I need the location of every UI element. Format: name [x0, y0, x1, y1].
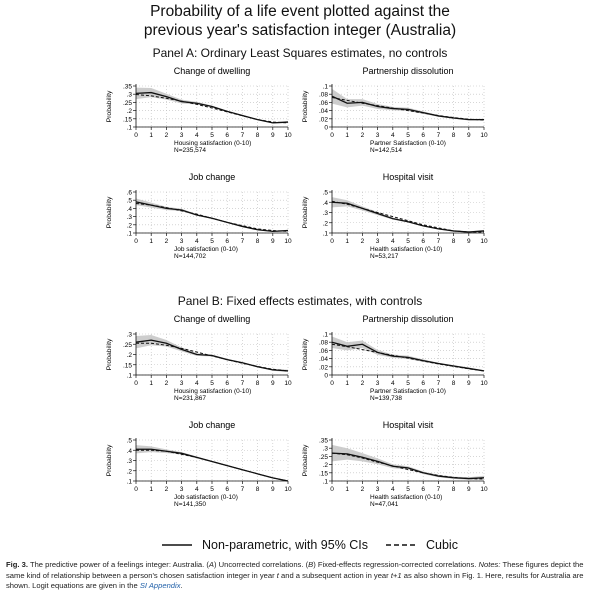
- x-tick-label: 7: [240, 486, 245, 493]
- confidence-band: [332, 445, 484, 480]
- x-tick-label: 9: [270, 132, 275, 139]
- y-tick-label: .04: [318, 356, 328, 364]
- x-tick-label: 0: [330, 380, 334, 387]
- y-tick-label: .02: [318, 364, 328, 372]
- x-tick-label: 0: [330, 238, 334, 245]
- y-tick-label: 0: [324, 124, 328, 132]
- x-axis-label: Health satisfaction (0-10): [370, 494, 443, 501]
- y-axis-label: Probability: [302, 444, 309, 477]
- y-tick-label: .08: [318, 91, 328, 99]
- chart-title: Partnership dissolution: [362, 66, 454, 76]
- y-tick-label: .06: [318, 347, 328, 355]
- y-axis-label: Probability: [302, 338, 309, 371]
- x-tick-label: 8: [451, 132, 456, 139]
- x-tick-label: 0: [134, 238, 138, 245]
- x-tick-label: 9: [270, 486, 275, 493]
- x-tick-label: 7: [240, 132, 245, 139]
- caption-a: A: [208, 560, 214, 569]
- caption-text: These figures depict the same kind of relationship between a person's chosen satisfaction integer in year: [6, 560, 584, 580]
- y-tick-label: .3: [126, 91, 132, 99]
- sample-size-label: N=47,041: [370, 501, 399, 508]
- chart-panel-a-hospital-visit: [294, 170, 504, 270]
- x-axis-label: Health satisfaction (0-10): [370, 246, 443, 253]
- y-tick-label: .25: [122, 99, 132, 107]
- confidence-band: [136, 199, 288, 232]
- chart-panel-b-hospital-visit: [294, 418, 504, 518]
- y-tick-label: .6: [126, 189, 132, 197]
- x-tick-label: 9: [270, 238, 275, 245]
- x-tick-label: 9: [466, 132, 471, 139]
- y-tick-label: .3: [322, 445, 328, 453]
- confidence-band: [136, 88, 288, 124]
- y-tick-label: .15: [318, 470, 328, 478]
- sample-size-label: N=231,867: [174, 395, 206, 402]
- y-tick-label: .4: [322, 199, 328, 207]
- x-tick-label: 8: [255, 486, 260, 493]
- x-tick-label: 10: [284, 238, 292, 245]
- x-tick-label: 5: [210, 486, 214, 493]
- y-tick-label: .3: [126, 214, 132, 222]
- figure-title-line2: previous year's satisfaction integer (Australia): [143, 22, 457, 39]
- chart-panel-a-job-change: [98, 170, 308, 270]
- x-axis-label: Housing satisfaction (0-10): [174, 140, 252, 147]
- x-tick-label: 4: [390, 238, 395, 245]
- figure-caption: [6, 560, 596, 592]
- y-axis-label: Probability: [302, 90, 309, 123]
- caption-text: ) Fixed-effects regression-corrected correlations.: [313, 560, 477, 569]
- caption-text: .: [180, 581, 183, 590]
- x-axis-label: Partner Satisfaction (0-10): [370, 140, 446, 147]
- y-tick-label: .1: [126, 372, 132, 380]
- y-axis-label: Probability: [106, 196, 113, 229]
- x-tick-label: 8: [451, 380, 456, 387]
- y-tick-label: .2: [322, 462, 328, 470]
- x-tick-label: 0: [134, 132, 138, 139]
- x-tick-label: 4: [390, 380, 395, 387]
- x-tick-label: 6: [421, 238, 426, 245]
- x-tick-label: 1: [149, 238, 154, 245]
- x-tick-label: 2: [164, 132, 169, 139]
- y-tick-label: .2: [322, 220, 328, 228]
- x-tick-label: 2: [360, 132, 365, 139]
- legend-item-cubic: [386, 538, 458, 552]
- x-tick-label: 4: [390, 132, 395, 139]
- y-tick-label: .5: [126, 437, 132, 445]
- y-tick-label: .3: [126, 458, 132, 465]
- legend-dashed-line-icon: [386, 542, 416, 548]
- y-tick-label: .2: [126, 108, 132, 116]
- x-tick-label: 1: [345, 238, 350, 245]
- chart-panel-a-change-of-dwelling: [98, 64, 308, 164]
- x-axis-label: Partner Satisfaction (0-10): [370, 388, 446, 395]
- x-tick-label: 1: [345, 132, 350, 139]
- x-tick-label: 3: [179, 486, 184, 493]
- y-tick-label: .3: [126, 331, 132, 339]
- y-tick-label: .1: [126, 124, 132, 132]
- x-tick-label: 3: [179, 238, 184, 245]
- y-tick-label: .08: [318, 339, 328, 347]
- legend-item-nonparametric: [162, 538, 368, 552]
- sample-size-label: N=139,738: [370, 395, 402, 402]
- x-tick-label: 2: [164, 238, 169, 245]
- series-line-cubic: [136, 343, 288, 371]
- caption-fig-label: Fig. 3.: [6, 560, 28, 569]
- x-tick-label: 6: [421, 486, 426, 493]
- sample-size-label: N=53,217: [370, 253, 399, 260]
- x-tick-label: 3: [375, 486, 380, 493]
- y-axis-label: Probability: [106, 338, 113, 371]
- y-tick-label: .1: [322, 83, 328, 91]
- x-tick-label: 6: [421, 132, 426, 139]
- caption-text: as also shown in Fig. 1. Here, results for Australia are shown. Logit equations are given in the: [6, 570, 584, 590]
- y-tick-label: .3: [322, 210, 328, 217]
- x-tick-label: 7: [436, 486, 441, 493]
- x-tick-label: 3: [179, 132, 184, 139]
- caption-notes-label: Notes:: [478, 560, 501, 569]
- x-tick-label: 6: [225, 238, 230, 245]
- x-tick-label: 3: [375, 132, 380, 139]
- caption-t: t: [276, 570, 279, 580]
- y-tick-label: .25: [122, 341, 132, 349]
- x-tick-label: 8: [451, 486, 456, 493]
- caption-t1: t+1: [390, 570, 402, 580]
- x-tick-label: 2: [164, 486, 169, 493]
- y-tick-label: .06: [318, 99, 328, 107]
- x-tick-label: 4: [194, 380, 199, 387]
- chart-title: Job change: [188, 420, 236, 430]
- x-tick-label: 6: [225, 132, 230, 139]
- chart-panel-b-partnership-dissolution: [294, 312, 504, 412]
- sample-size-label: N=141,350: [174, 501, 206, 508]
- x-tick-label: 9: [466, 238, 471, 245]
- y-tick-label: .1: [126, 230, 132, 238]
- chart-panel-b-change-of-dwelling: [98, 312, 308, 412]
- x-tick-label: 5: [210, 238, 214, 245]
- chart-title: Job change: [188, 172, 236, 182]
- y-tick-label: .2: [126, 222, 132, 230]
- y-tick-label: .1: [322, 230, 328, 238]
- confidence-band: [332, 336, 484, 371]
- x-tick-label: 7: [436, 238, 441, 245]
- figure-title: [0, 2, 600, 40]
- y-tick-label: .2: [126, 352, 132, 359]
- x-tick-label: 8: [255, 238, 260, 245]
- x-tick-label: 6: [421, 380, 426, 387]
- x-tick-label: 4: [194, 238, 199, 245]
- y-axis-label: Probability: [106, 90, 113, 123]
- chart-title: Hospital visit: [382, 420, 434, 430]
- x-tick-label: 7: [436, 380, 441, 387]
- x-tick-label: 1: [149, 486, 154, 493]
- x-tick-label: 0: [134, 486, 138, 493]
- si-appendix-link[interactable]: SI Appendix: [139, 581, 181, 590]
- x-tick-label: 0: [330, 486, 334, 493]
- y-tick-label: .35: [122, 83, 132, 91]
- x-tick-label: 10: [284, 380, 292, 387]
- x-tick-label: 9: [466, 486, 471, 493]
- chart-title: Change of dwelling: [173, 66, 251, 76]
- panel-a-title: Panel A: Ordinary Least Squares estimates, no controls: [152, 46, 448, 60]
- sample-size-label: N=144,702: [174, 253, 206, 260]
- x-tick-label: 10: [284, 132, 292, 139]
- y-tick-label: .02: [318, 116, 328, 124]
- chart-title: Change of dwelling: [173, 314, 251, 324]
- x-tick-label: 2: [360, 486, 365, 493]
- y-tick-label: .25: [318, 453, 328, 461]
- chart-title: Hospital visit: [382, 172, 434, 182]
- y-tick-label: .5: [322, 189, 328, 197]
- y-tick-label: .35: [318, 437, 328, 445]
- x-tick-label: 1: [345, 380, 350, 387]
- x-tick-label: 9: [270, 380, 275, 387]
- y-tick-label: .04: [318, 108, 328, 116]
- x-tick-label: 7: [436, 132, 441, 139]
- legend-solid-line-icon: [162, 542, 192, 548]
- panel-b-title: Panel B: Fixed effects estimates, with controls: [177, 294, 423, 308]
- x-tick-label: 5: [210, 132, 214, 139]
- x-tick-label: 2: [360, 238, 365, 245]
- x-tick-label: 3: [179, 380, 184, 387]
- x-tick-label: 5: [406, 238, 410, 245]
- y-tick-label: .1: [126, 478, 132, 486]
- chart-panel-b-job-change: [98, 418, 308, 518]
- sample-size-label: N=142,514: [370, 147, 402, 154]
- y-tick-label: .15: [122, 362, 132, 370]
- figure-title-line1: Probability of a life event plotted against the: [150, 3, 450, 20]
- x-tick-label: 1: [149, 132, 154, 139]
- y-tick-label: .4: [126, 205, 132, 213]
- y-tick-label: .2: [126, 468, 132, 476]
- x-tick-label: 3: [375, 380, 380, 387]
- caption-text: The predictive power of a feelings integer: Australia. (: [29, 560, 209, 569]
- y-tick-label: .4: [126, 447, 132, 455]
- x-tick-label: 7: [240, 238, 245, 245]
- x-tick-label: 10: [480, 486, 488, 493]
- x-tick-label: 2: [360, 380, 365, 387]
- x-tick-label: 4: [390, 486, 395, 493]
- chart-title: Partnership dissolution: [362, 314, 454, 324]
- y-tick-label: .1: [322, 478, 328, 486]
- sample-size-label: N=235,574: [174, 147, 206, 154]
- x-tick-label: 10: [480, 132, 488, 139]
- caption-text: ) Uncorrected correlations. (: [213, 560, 309, 569]
- x-tick-label: 5: [406, 380, 410, 387]
- x-axis-label: Housing satisfaction (0-10): [174, 388, 252, 395]
- y-tick-label: .15: [122, 116, 132, 124]
- x-tick-label: 7: [240, 380, 245, 387]
- y-tick-label: 0: [324, 372, 328, 380]
- legend: [150, 538, 590, 558]
- y-tick-label: .5: [126, 197, 132, 205]
- y-axis-label: Probability: [302, 196, 309, 229]
- x-tick-label: 0: [134, 380, 138, 387]
- x-tick-label: 3: [375, 238, 380, 245]
- caption-b: B: [308, 560, 314, 569]
- x-tick-label: 6: [225, 380, 230, 387]
- x-tick-label: 8: [451, 238, 456, 245]
- x-tick-label: 1: [149, 380, 154, 387]
- x-tick-label: 5: [210, 380, 214, 387]
- x-tick-label: 2: [164, 380, 169, 387]
- x-tick-label: 10: [480, 238, 488, 245]
- x-tick-label: 0: [330, 132, 334, 139]
- x-tick-label: 1: [345, 486, 350, 493]
- x-tick-label: 8: [255, 380, 260, 387]
- legend-dashed-label: Cubic: [426, 538, 458, 552]
- chart-panel-a-partnership-dissolution: [294, 64, 504, 164]
- x-axis-label: Job satisfaction (0-10): [174, 494, 238, 501]
- x-tick-label: 10: [480, 380, 488, 387]
- x-tick-label: 10: [284, 486, 292, 493]
- x-tick-label: 8: [255, 132, 260, 139]
- x-tick-label: 5: [406, 486, 410, 493]
- x-tick-label: 9: [466, 380, 471, 387]
- y-axis-label: Probability: [106, 444, 113, 477]
- legend-solid-label: Non-parametric, with 95% CIs: [202, 538, 369, 552]
- x-tick-label: 4: [194, 132, 199, 139]
- x-tick-label: 5: [406, 132, 410, 139]
- y-tick-label: .1: [322, 331, 328, 339]
- x-axis-label: Job satisfaction (0-10): [174, 246, 238, 253]
- x-tick-label: 4: [194, 486, 199, 493]
- caption-text: and a subsequent action in year: [281, 570, 389, 580]
- x-tick-label: 6: [225, 486, 230, 493]
